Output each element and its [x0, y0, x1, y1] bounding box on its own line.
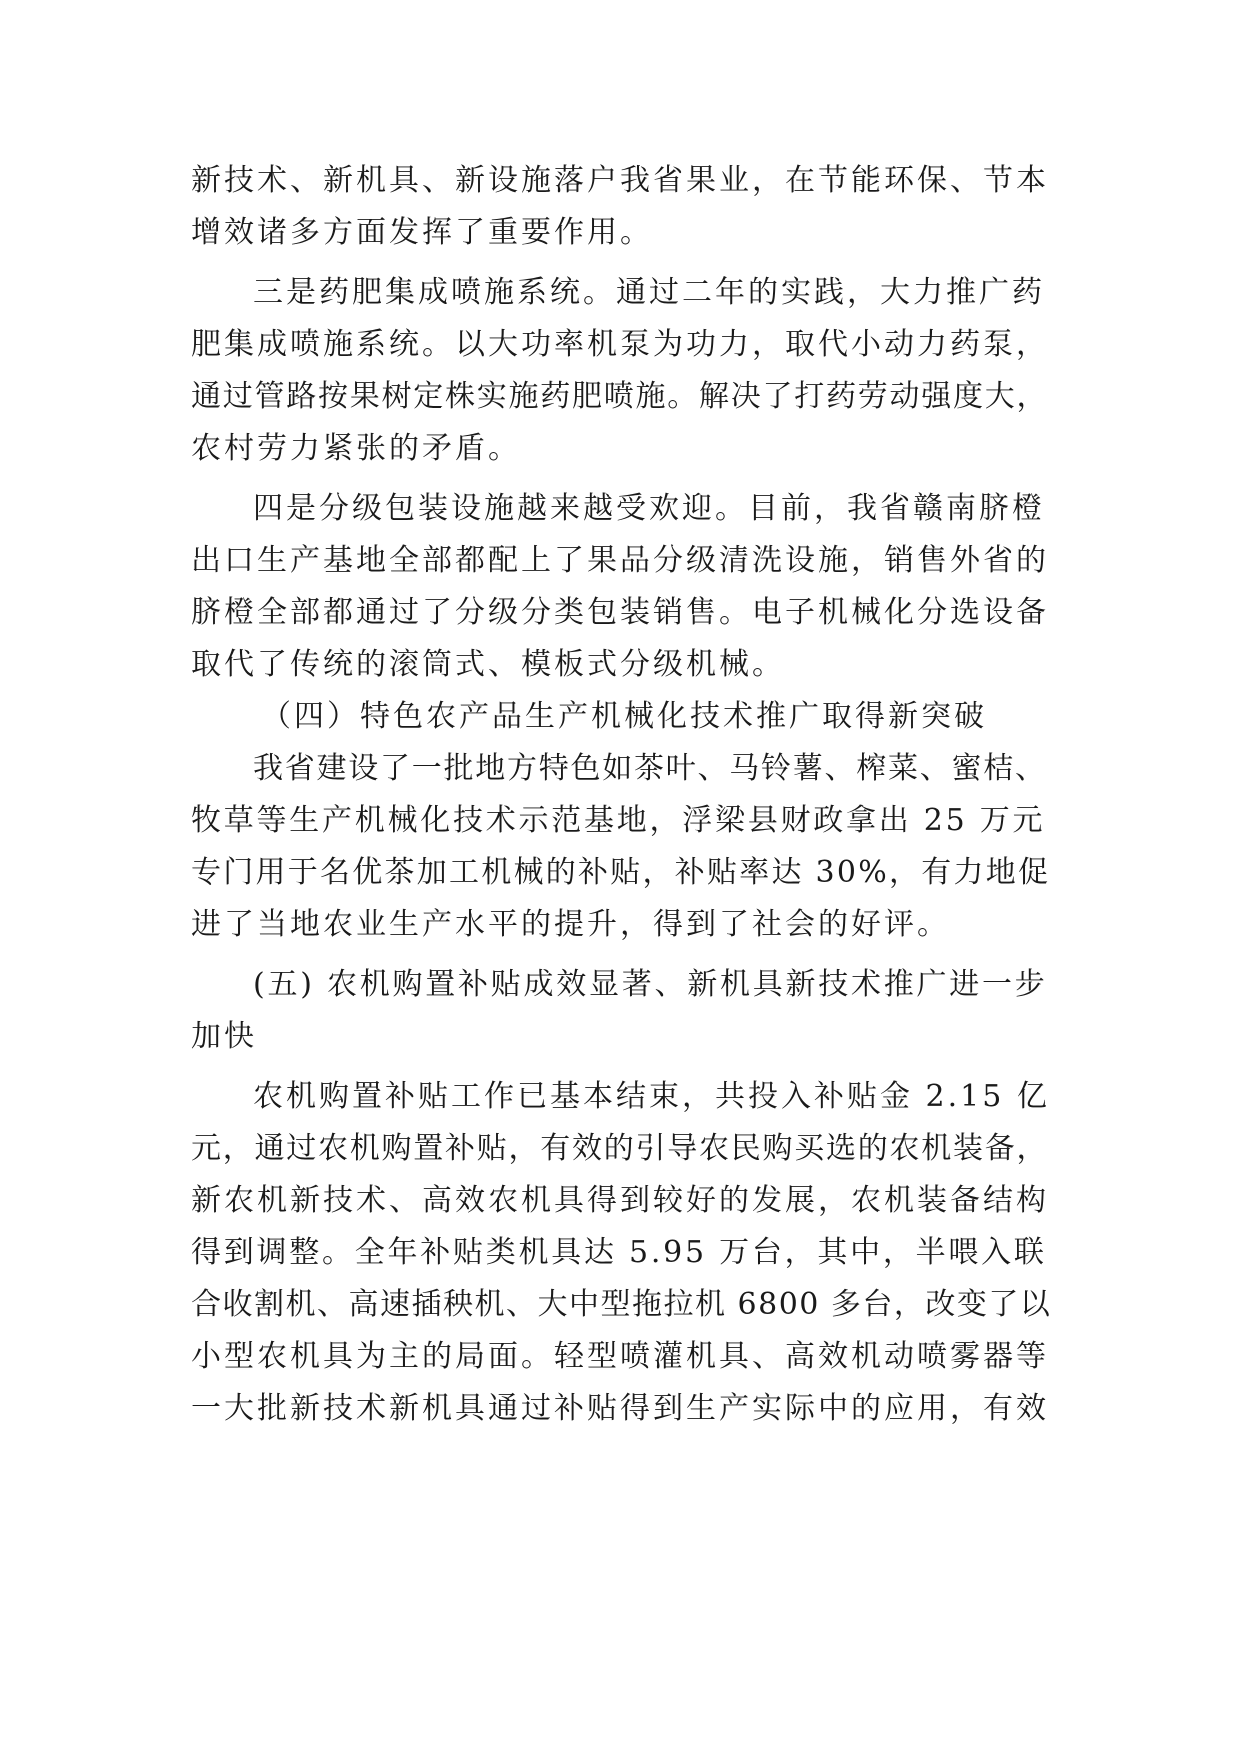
- text-line: 出口生产基地全部都配上了果品分级清洗设施，销售外省的: [191, 543, 1049, 578]
- section-heading-4: （四）特色农产品生产机械化技术推广取得新突破: [261, 699, 987, 734]
- body-text: [191, 155, 1051, 1435]
- text-line: 专门用于名优茶加工机械的补贴，补贴率达 30%，有力地促: [191, 855, 1051, 890]
- text-line: 得到调整。全年补贴类机具达 5.95 万台，其中，半喂入联: [191, 1235, 1047, 1270]
- paragraph-start-line: 四是分级包装设施越来越受欢迎。目前，我省赣南脐橙: [253, 491, 1045, 526]
- text-line: 肥集成喷施系统。以大功率机泵为功力，取代小动力药泵，: [191, 327, 1049, 362]
- text-line: 新技术、新机具、新设施落户我省果业，在节能环保、节本: [191, 163, 1049, 198]
- text-line: 脐橙全部都通过了分级分类包装销售。电子机械化分选设备: [191, 595, 1049, 630]
- text-line: 增效诸多方面发挥了重要作用。: [191, 215, 653, 250]
- text-line: 元，通过农机购置补贴，有效的引导农民购买选的农机装备，: [191, 1131, 1049, 1166]
- text-line: 牧草等生产机械化技术示范基地，浮梁县财政拿出 25 万元: [191, 803, 1046, 838]
- text-line: 合收割机、高速插秧机、大中型拖拉机 6800 多台，改变了以: [191, 1287, 1052, 1322]
- paragraph-start-line: 我省建设了一批地方特色如茶叶、马铃薯、榨菜、蜜桔、: [253, 751, 1047, 786]
- text-line: 小型农机具为主的局面。轻型喷灌机具、高效机动喷雾器等: [191, 1339, 1049, 1374]
- paragraph-start-line: 农机购置补贴工作已基本结束，共投入补贴金 2.15 亿: [253, 1079, 1050, 1114]
- text-line: 取代了传统的滚筒式、模板式分级机械。: [191, 647, 785, 682]
- text-line: 通过管路按果树定株实施药肥喷施。解决了打药劳动强度大，: [191, 379, 1049, 414]
- text-line: 新农机新技术、高效农机具得到较好的发展，农机装备结构: [191, 1183, 1049, 1218]
- section-heading-5: (五) 农机购置补贴成效显著、新机具新技术推广进一步: [253, 967, 1048, 1002]
- text-line: 一大批新技术新机具通过补贴得到生产实际中的应用，有效: [191, 1391, 1049, 1426]
- paragraph-start-line: 三是药肥集成喷施系统。通过二年的实践，大力推广药: [253, 275, 1045, 310]
- section-heading-5-continued: 加快: [191, 1019, 257, 1054]
- text-line: 进了当地农业生产水平的提升，得到了社会的好评。: [191, 907, 950, 942]
- text-line: 农村劳力紧张的矛盾。: [191, 431, 521, 466]
